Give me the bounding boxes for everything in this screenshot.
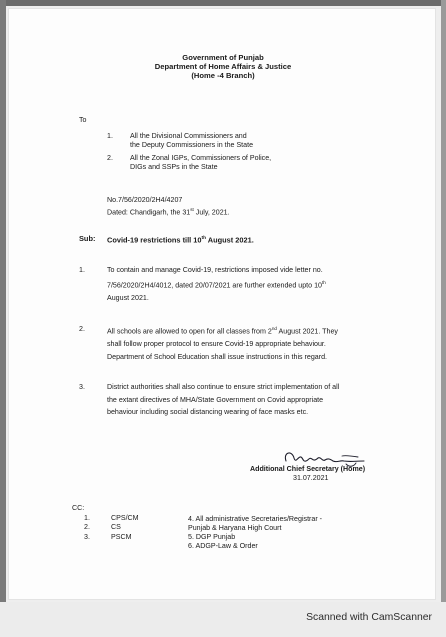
memo-date: Dated: Chandigarh, the 31st July, 2021. [107,207,230,217]
point-3-number: 3. [79,383,85,391]
point-1-number: 1. [79,266,85,274]
point-2-text [107,323,338,363]
point-3-line1: District authorities shall also continue to ensure strict implementation of all [107,383,340,391]
to-label: To [79,116,87,124]
cc-right-line2: Punjab & Haryana High Court [188,524,282,532]
cc-left-1-number: 1. [84,514,90,522]
cc-left-2-number: 2. [84,523,90,531]
point-2-line1: All schools are allowed to open for all classes from 2nd August 2021. They [107,326,338,336]
memo-number: No.7/56/2020/2H4/4207 [107,196,183,204]
cc-left-2-name: CS [111,523,121,531]
cc-right-line4: 6. ADGP-Law & Order [188,542,258,550]
recipient-2-line2: DIGs and SSPs in the State [130,163,218,171]
cc-left-3-name: PSCM [111,533,132,541]
cc-left-3-number: 3. [84,533,90,541]
point-1-line3: August 2021. [107,293,149,302]
letterhead-branch: (Home -4 Branch) [191,71,255,80]
point-2-line3: Department of School Education shall issue instructions in this regard. [107,352,328,361]
scanner-watermark: Scanned with CamScanner [306,612,432,623]
point-3-line2: the extant directives of MHA/State Government on Covid appropriate [107,395,324,404]
signatory-title: Additional Chief Secretary (Home) [250,465,366,473]
point-1-text [107,264,326,304]
letterhead-government: Government of Punjab [182,53,264,62]
cc-right-line1: 4. All administrative Secretaries/Registrar - [188,515,323,523]
recipient-2-number: 2. [107,154,113,162]
viewer-frame-right [441,0,446,637]
recipient-2-line1: All the Zonal IGPs, Commissioners of Police, [130,154,272,162]
letterhead-department: Department of Home Affairs & Justice [154,62,292,71]
recipient-1-line2: the Deputy Commissioners in the State [130,141,254,149]
point-1-line1: To contain and manage Covid-19, restrictions imposed vide letter no. [107,266,323,274]
cc-left-1-name: CPS/CM [111,514,139,522]
recipient-1-number: 1. [107,132,113,140]
cc-right-line3: 5. DGP Punjab [188,533,236,541]
signatory-date: 31.07.2021 [293,474,329,482]
point-2-number: 2. [79,325,85,333]
subject-label: Sub: [79,234,96,243]
point-3-text [107,381,339,419]
point-3-line3: behaviour including social distancing wearing of face masks etc. [107,408,309,417]
point-1-line2: 7/56/2020/2H4/4012, dated 20/07/2021 are further extended upto 10th [107,279,326,289]
subject-text: Covid-19 restrictions till 10th August 2021. [107,235,254,245]
cc-label: CC: [72,504,85,512]
viewer-frame-top [0,0,446,6]
point-2-line2: shall follow proper protocol to ensure Covid-19 appropriate behaviour. [107,339,326,348]
viewer-frame-left [0,0,6,637]
recipient-1-line1: All the Divisional Commissioners and [130,132,247,140]
